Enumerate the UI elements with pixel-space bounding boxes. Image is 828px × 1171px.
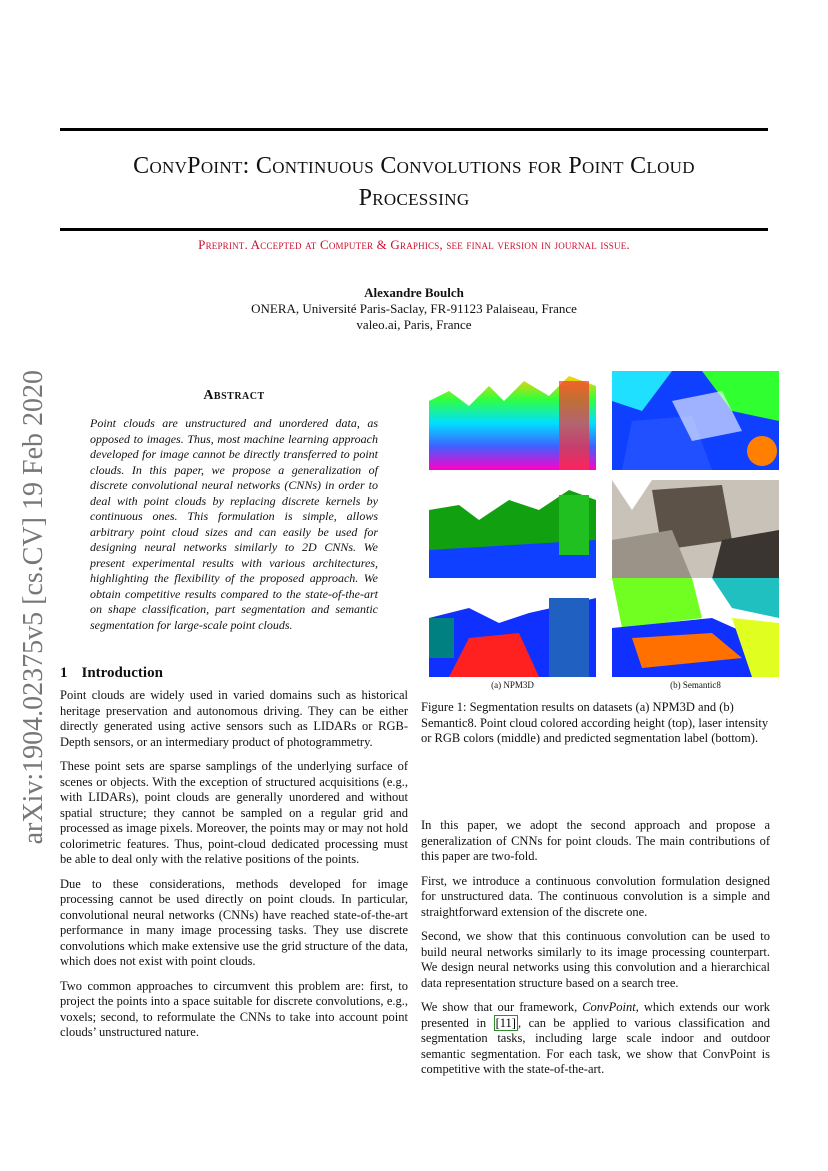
- author-name: Alexandre Boulch: [364, 285, 464, 300]
- paragraph: Two common approaches to circumvent this problem are: first, to project the points into a space suitable for discrete convolutions, e.g., voxels; second, to reformulate the CNNs to take into account point clouds’ unstructured nature.: [60, 978, 408, 1039]
- npm3d-intensity-image: [429, 480, 596, 579]
- bottom-rule: [60, 228, 768, 231]
- subcaption-a: (a) NPM3D: [491, 680, 534, 690]
- method-name: ConvPoint: [582, 1000, 636, 1014]
- paragraph: Second, we show that this continuous convolution can be used to build neural networks similarly to its image processing counterpart. We design neural networks using this convolution and a hierarchical data representation structure based on a search tree.: [421, 929, 770, 990]
- arxiv-stamp-text: arXiv:1904.02375v5 [cs.CV] 19 Feb 2020: [18, 369, 49, 845]
- section-title: Introduction: [81, 665, 163, 681]
- title-line-2: Processing: [358, 185, 470, 211]
- paragraph: In this paper, we adopt the second approach and propose a generalization of CNNs for point clouds. The main contributions of this paper are two-fold.: [421, 818, 770, 863]
- affiliation-2: valeo.ai, Paris, France: [356, 317, 472, 332]
- paragraph: These point sets are sparse samplings of the underlying surface of scenes or objects. With the exception of structured acquisitions (e.g., with LIDARs), point clouds are generally unordered and without spatial structure; they cannot be sampled on a regular grid and processed as image pixels. Moreover, the points may or may not hold colorimetric features. Thus, point-cloud dedicated processing must be able to deal only with the relative positions of the points.: [60, 759, 408, 866]
- preprint-notice: Preprint. Accepted at Computer & Graphics, see final version in journal issue.: [198, 237, 630, 252]
- citation-link[interactable]: [11]: [495, 1015, 516, 1030]
- semantic8-rgb-image: [612, 480, 779, 579]
- paragraph: Due to these considerations, methods developed for image processing cannot be used directly on point clouds. In particular, convolutional neural networks (CNNs) have reached state-of-the-art performance in many image processing tasks. They use discrete convolutions which make extensive use the grid structure of the data, which does not exist with point clouds.: [60, 876, 408, 968]
- semantic8-height-image: [612, 371, 779, 470]
- subcaption-b: (b) Semantic8: [670, 680, 721, 690]
- section-number: 1: [60, 665, 68, 681]
- title-line-1: ConvPoint: Continuous Convolutions for Point Cloud: [133, 153, 695, 179]
- figure-caption: Figure 1: Segmentation results on datasets (a) NPM3D and (b) Semantic8. Point cloud colored according height (top), laser intensity or RGB colors (middle) and predicted segmentation label (bottom).: [421, 700, 769, 745]
- text-run: , can be applied to various classification and segmentation tasks, including large scale indoor and outdoor semantic segmentation. For each task, we show that ConvPoint is competitive with the state-of-the-art.: [421, 1015, 770, 1076]
- section-heading: [60, 665, 163, 682]
- text-run: , which extends our work presented in: [421, 1000, 770, 1030]
- author-block: [60, 285, 768, 333]
- top-rule: [60, 128, 768, 131]
- arxiv-stamp: [16, 364, 52, 850]
- npm3d-label-image: [429, 578, 596, 677]
- paragraph: [421, 1000, 770, 1078]
- semantic8-label-image: [612, 578, 779, 677]
- paragraph: Point clouds are widely used in varied domains such as historical heritage preservation and autonomous driving. They can be either directly generated using active sensors such as LIDARs or RGB-Depth sensors, or an intermediary product of photogrammetry.: [60, 688, 408, 749]
- text-run: We show that our framework,: [421, 1000, 583, 1014]
- right-column: [421, 818, 770, 1087]
- abstract-text: Point clouds are unstructured and unordered data, as opposed to images. Thus, most machine learning approach developed for image cannot be directly transferred to point clouds. In this paper, we propose a generalization of discrete convolutional neural networks (CNNs) in order to deal with point clouds by replacing discrete kernels by continuous ones. This formulation is simple, allows arbitrary point cloud sizes and can easily be used for designing neural networks similarly to 2D CNNs. We present experimental results with various architectures, highlighting the flexibility of the proposed approach. We obtain competitive results compared to the state-of-the-art on shape classification, part segmentation and semantic segmentation for large-scale point clouds.: [90, 416, 378, 632]
- npm3d-height-image: [429, 371, 596, 470]
- left-column: [60, 688, 408, 1050]
- affiliation-1: ONERA, Université Paris-Saclay, FR-91123 Palaiseau, France: [251, 301, 577, 316]
- paper-title: [60, 150, 768, 214]
- abstract-heading: Abstract: [203, 388, 265, 403]
- paragraph: First, we introduce a continuous convolution formulation designed for unstructured data. The continuous convolution is a simple and straightforward extension of the discrete one.: [421, 873, 770, 919]
